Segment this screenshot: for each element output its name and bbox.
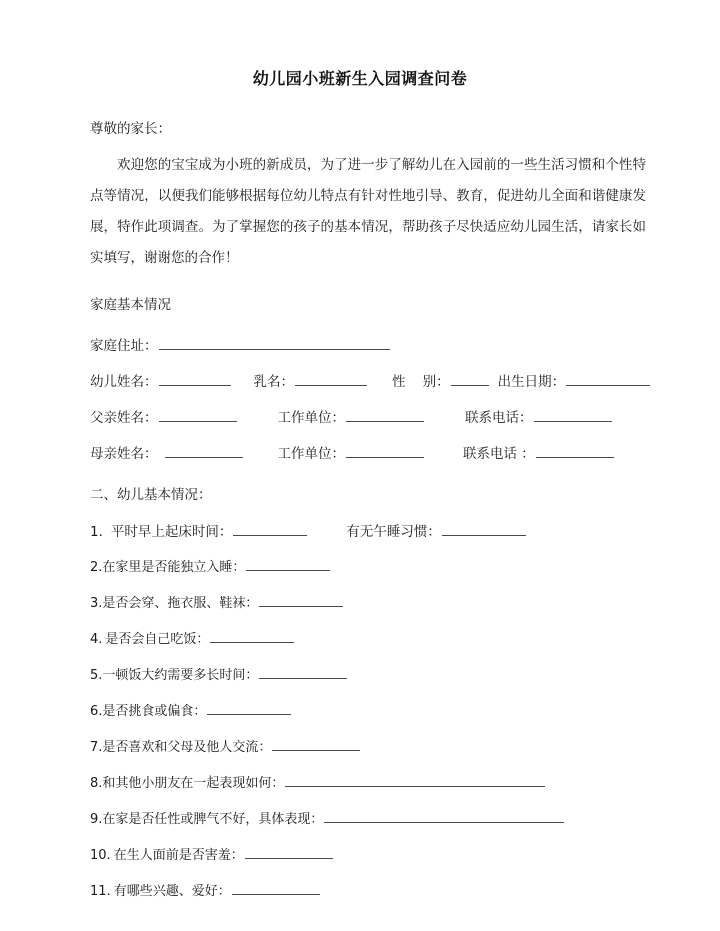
question-row-6 xyxy=(90,694,720,730)
question-9-blank[interactable] xyxy=(324,810,564,823)
page-title: 幼儿园小班新生入园调查问卷 xyxy=(252,69,468,88)
question-row-10 xyxy=(90,838,720,874)
father-phone-label: 联系电话： xyxy=(465,410,533,426)
question-11-blank[interactable] xyxy=(232,882,320,895)
question-3-blank[interactable] xyxy=(259,594,343,607)
question-row-3 xyxy=(90,586,720,622)
child-question-list xyxy=(0,510,720,910)
mother-work-blank[interactable] xyxy=(346,444,424,458)
mother-name-blank[interactable] xyxy=(165,444,243,458)
question-1-blank-2[interactable] xyxy=(442,522,526,536)
question-8-number: 8. xyxy=(90,776,103,791)
father-phone-blank[interactable] xyxy=(534,408,612,422)
question-row-9 xyxy=(90,802,720,838)
question-5-blank[interactable] xyxy=(259,666,347,679)
home-address-blank[interactable] xyxy=(159,336,390,350)
section-heading-family: 家庭基本情况 xyxy=(90,297,171,313)
question-2-number: 2. xyxy=(90,560,103,575)
gender-blank[interactable] xyxy=(451,372,489,386)
intro-paragraph: 欢迎您的宝宝成为小班的新成员，为了进一步了解幼儿在入园前的一些生活习惯和个性特点等情况，以便我们能够根据每位幼儿特点有针对性地引导、教育，促进幼儿全面和谐健康发展，特作此项调查。为了掌握您的孩子的基本情况，帮助孩子尽快适应幼儿园生活，请家长如实填写，谢谢您的合作！ xyxy=(90,157,646,266)
question-9-label: 在家是否任性或脾气不好，具体表现： xyxy=(102,812,324,827)
question-10-number: 10. xyxy=(90,848,111,863)
question-2-blank[interactable] xyxy=(246,558,330,571)
home-address-label: 家庭住址： xyxy=(90,338,158,354)
mother-phone-label: 联系电话 ： xyxy=(463,446,535,462)
family-info-fields xyxy=(0,320,720,472)
father-work-blank[interactable] xyxy=(346,408,424,422)
question-1-label-2: 有无午睡习惯： xyxy=(346,524,441,540)
question-1-label: 平时早上起床时间： xyxy=(110,524,233,540)
question-3-number: 3. xyxy=(90,596,103,611)
question-6-number: 6. xyxy=(90,704,103,719)
question-2-label: 在家里是否能独立入睡： xyxy=(102,560,246,575)
field-row-home-address xyxy=(90,328,720,364)
child-name-label: 幼儿姓名： xyxy=(90,374,158,390)
question-7-label: 是否喜欢和父母及他人交流： xyxy=(102,740,272,755)
mother-work-label: 工作单位： xyxy=(277,446,345,462)
question-4-label: 是否会自己吃饭： xyxy=(105,632,210,647)
question-row-2 xyxy=(90,550,720,586)
field-row-father xyxy=(90,400,720,436)
question-7-number: 7. xyxy=(90,740,103,755)
nickname-label: 乳名： xyxy=(253,374,294,390)
question-11-number: 11. xyxy=(90,884,111,899)
question-row-4 xyxy=(90,622,720,658)
gender-label: 性 别： xyxy=(392,374,450,390)
father-work-label: 工作单位： xyxy=(277,410,345,426)
mother-phone-blank[interactable] xyxy=(536,444,614,458)
mother-name-label: 母亲姓名： xyxy=(90,446,158,462)
question-3-label: 是否会穿、拖衣服、鞋袜： xyxy=(102,596,259,611)
question-5-number: 5. xyxy=(90,668,103,683)
birthdate-blank[interactable] xyxy=(566,372,650,386)
question-9-number: 9. xyxy=(90,812,103,827)
question-row-7 xyxy=(90,730,720,766)
question-1-blank[interactable] xyxy=(233,522,307,536)
question-7-blank[interactable] xyxy=(272,738,360,751)
field-row-mother xyxy=(90,436,720,472)
father-name-label: 父亲姓名： xyxy=(90,410,158,426)
question-10-blank[interactable] xyxy=(245,846,333,859)
question-6-label: 是否挑食或偏食： xyxy=(102,704,207,719)
father-name-blank[interactable] xyxy=(159,408,237,422)
question-5-label: 一顿饭大约需要多长时间： xyxy=(102,668,259,683)
question-6-blank[interactable] xyxy=(207,702,291,715)
question-11-label: 有哪些兴趣、爱好： xyxy=(113,884,231,899)
question-row-11 xyxy=(90,874,720,910)
section-heading-child: 二、幼儿基本情况： xyxy=(90,487,212,503)
question-8-label: 和其他小朋友在一起表现如何： xyxy=(102,776,285,791)
question-8-blank[interactable] xyxy=(285,774,545,787)
birthdate-label: 出生日期： xyxy=(497,374,566,390)
question-4-blank[interactable] xyxy=(210,630,294,643)
question-1-number: 1. xyxy=(90,524,103,540)
question-4-number: 4. xyxy=(90,632,103,647)
child-name-blank[interactable] xyxy=(159,372,231,386)
salutation-line: 尊敬的家长： xyxy=(90,121,171,137)
question-row-8 xyxy=(90,766,720,802)
question-10-label: 在生人面前是否害羞： xyxy=(113,848,244,863)
question-row-5 xyxy=(90,658,720,694)
nickname-blank[interactable] xyxy=(295,372,367,386)
question-row-1 xyxy=(90,514,720,550)
field-row-child-identity xyxy=(90,364,720,400)
